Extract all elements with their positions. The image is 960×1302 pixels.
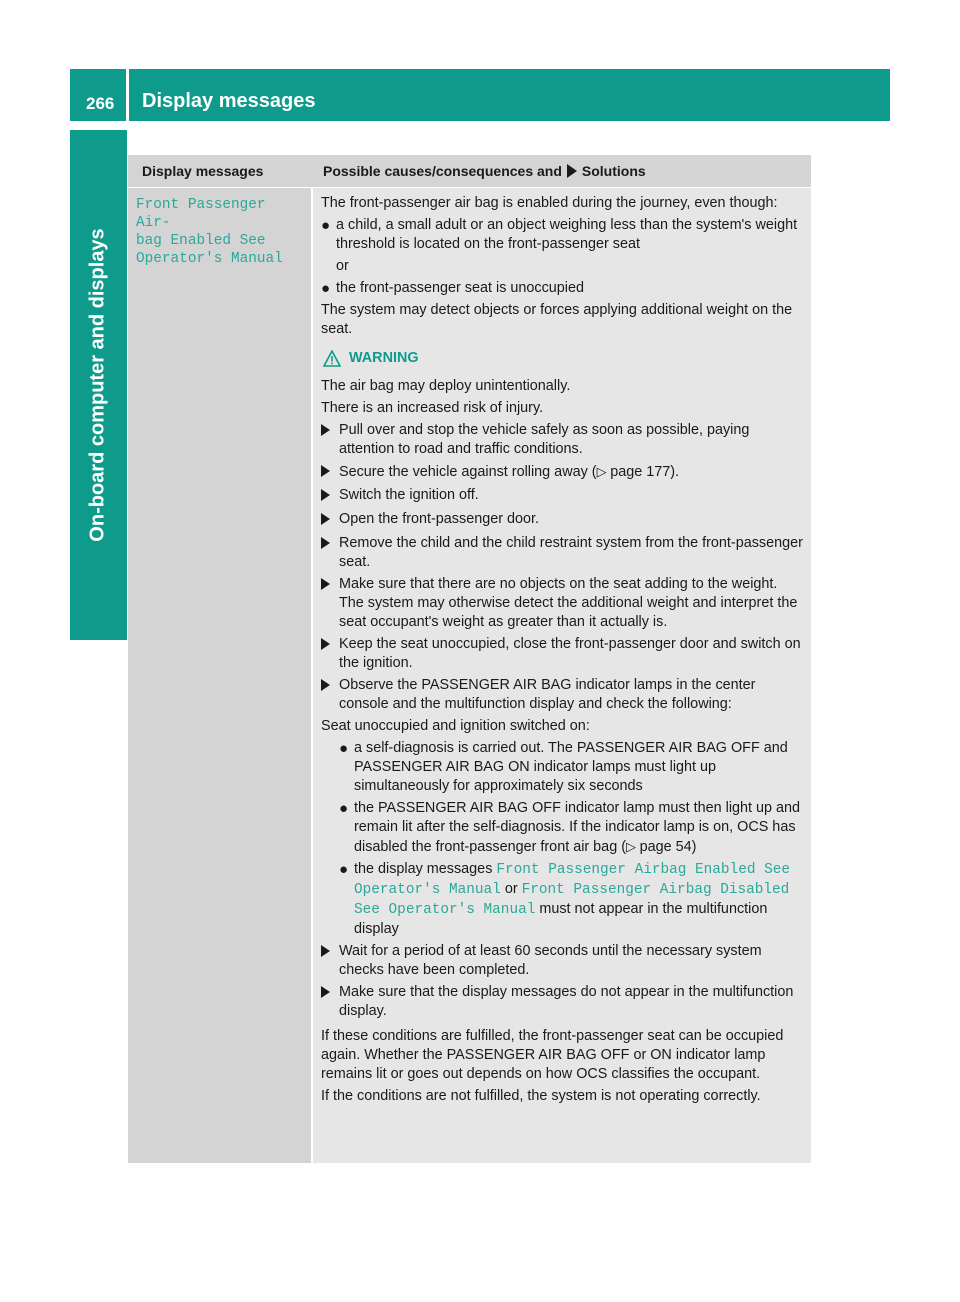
bullet-icon: ● [339, 861, 349, 878]
list-item: Keep the seat unoccupied, close the front-passenger door and switch on the ignition. [321, 635, 805, 673]
list-item: Remove the child and the child restraint system from the front-passenger seat. [321, 534, 805, 572]
page-ref-icon: ▷ [596, 464, 611, 479]
page-number: 266 [86, 94, 115, 113]
warning-heading: WARNING [323, 349, 805, 368]
list-item: Pull over and stop the vehicle safely as soon as possible, paying attention to road and traffic conditions. [321, 421, 805, 459]
display-message-code: Front Passenger Airbag Enabled See Operator's Manual [354, 862, 791, 898]
bullet-icon: ● [339, 800, 349, 817]
list-item: ● a child, a small adult or an object weighing less than the system's weight threshold is located on the front-passenger seat [321, 217, 798, 252]
message-cell [128, 188, 311, 1163]
step-arrow-icon [321, 942, 339, 980]
step-arrow-icon [321, 421, 339, 459]
bullet-icon: ● [339, 740, 349, 757]
intro-text: The front-passenger air bag is enabled during the journey, even though: [321, 195, 778, 211]
display-message-code: Front Passenger Airbag Disabled See Operator's Manual [354, 882, 790, 918]
solution-content [321, 194, 805, 1109]
list-item: Open the front-passenger door. [321, 510, 805, 531]
list-item: ● the display messages Front Passenger Airbag Enabled See Operator's Manual or Front Passenger Airbag Disabled See Operator's Manual must not appear in the multifunction display [339, 861, 791, 937]
step-arrow-icon [321, 575, 339, 632]
step-arrow-icon [321, 486, 339, 507]
col-header-causes: Possible causes/consequences and Solutions [323, 163, 646, 179]
warning-text: There is an increased risk of injury. [321, 400, 544, 416]
display-message-text: Front Passenger Air‐ bag Enabled See Operator's Manual [136, 197, 283, 267]
side-tab-label: On-board computer and displays [86, 228, 109, 542]
list-item: ● the front-passenger seat is unoccupied [321, 280, 584, 297]
step-arrow-icon [321, 462, 339, 483]
step-arrow-icon [321, 676, 339, 714]
list-item: ● a self-diagnosis is carried out. The PASSENGER AIR BAG OFF and PASSENGER AIR BAG ON indicator lamps must light up simultaneously for approximately six seconds [339, 740, 788, 794]
table-header [128, 155, 811, 187]
bullet-icon: ● [321, 280, 331, 297]
list-item: Make sure that there are no objects on the seat adding to the weight. The system may otherwise detect the additional weight and interpret the seat occupant's weight as greater than it actually is. [321, 575, 805, 632]
step-arrow-icon [321, 983, 339, 1021]
col-header-display-messages: Display messages [142, 163, 264, 179]
conditions-not-fulfilled-text: If the conditions are not fulfilled, the system is not operating correctly. [321, 1088, 761, 1104]
list-item: ● the PASSENGER AIR BAG OFF indicator lamp must then light up and remain lit after the self-diagnosis. If the indicator lamp is on, OCS has disabled the front-passenger front air bag (▷ page 54) [339, 800, 801, 855]
page-ref-link[interactable]: page 54 [639, 839, 692, 855]
sub-heading: Seat unoccupied and ignition switched on: [321, 718, 590, 734]
step-arrow-icon [321, 635, 339, 673]
bullet-icon: ● [321, 217, 331, 234]
list-item: Observe the PASSENGER AIR BAG indicator lamps in the center console and the multifunction display and check the following: [321, 676, 805, 714]
page-ref-icon: ▷ [625, 839, 640, 854]
warning-triangle-icon [323, 350, 341, 367]
list-item: Make sure that the display messages do not appear in the multifunction display. [321, 983, 805, 1021]
warning-text: The air bag may deploy unintentionally. [321, 378, 571, 394]
page-ref-link[interactable]: page 177 [610, 464, 671, 480]
solution-arrow-icon [567, 164, 577, 178]
detect-text: The system may detect objects or forces applying additional weight on the seat. [321, 302, 793, 337]
step-arrow-icon [321, 510, 339, 531]
conditions-fulfilled-text: If these conditions are fulfilled, the front-passenger seat can be occupied again. Whether the PASSENGER AIR BAG OFF or ON indicator lamp remains lit or goes out depends on how OCS classifies the occupant. [321, 1028, 784, 1082]
list-item: Secure the vehicle against rolling away (▷ page 177). [321, 462, 805, 483]
table-row [128, 188, 811, 1163]
or-text: or [336, 258, 349, 274]
step-arrow-icon [321, 534, 339, 572]
page-title: Display messages [142, 90, 316, 112]
list-item: Wait for a period of at least 60 seconds until the necessary system checks have been completed. [321, 942, 805, 980]
list-item: Switch the ignition off. [321, 486, 805, 507]
header-divider [126, 69, 129, 121]
